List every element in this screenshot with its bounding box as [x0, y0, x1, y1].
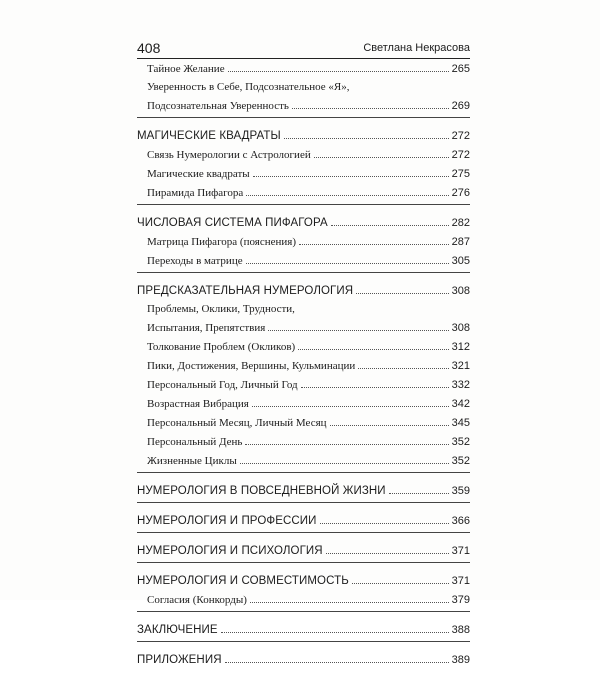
toc-subentry — [137, 142, 470, 161]
toc-page-number: 287 — [451, 236, 470, 248]
toc-subentry — [137, 410, 470, 429]
toc-entry-title: Персональный День — [147, 436, 243, 448]
toc-section — [137, 123, 470, 205]
toc-subentry — [137, 75, 470, 93]
dot-leader — [250, 602, 449, 603]
dot-leader — [225, 662, 449, 663]
toc-chapter-entry — [137, 647, 470, 666]
toc-entry-title: МАГИЧЕСКИЕ КВАДРАТЫ — [137, 130, 281, 142]
toc-entry-title: Подсознательная Уверенность — [147, 100, 289, 112]
dot-leader — [326, 553, 449, 554]
toc-page-number: 312 — [451, 341, 470, 353]
toc-page-number: 265 — [451, 63, 470, 75]
toc-entry-title: Персональный Год, Личный Год — [147, 379, 298, 391]
toc-page-number: 352 — [451, 455, 470, 467]
toc-entry-title: Толкование Проблем (Окликов) — [147, 341, 296, 353]
toc-chapter-entry — [137, 508, 470, 527]
toc-page-number: 308 — [451, 322, 470, 334]
toc-page-number: 352 — [451, 436, 470, 448]
toc-section — [137, 478, 470, 503]
toc-entry-title: Переходы в матрице — [147, 255, 243, 267]
toc-page-number: 388 — [451, 624, 470, 636]
dot-leader — [352, 583, 449, 584]
toc-page-number: 366 — [451, 515, 470, 527]
dot-leader — [298, 349, 448, 350]
toc-page-number: 332 — [451, 379, 470, 391]
dot-leader — [330, 425, 449, 426]
toc-page-number: 272 — [451, 149, 470, 161]
toc-section — [137, 278, 470, 473]
toc-page-number: 371 — [451, 575, 470, 587]
dot-leader — [356, 293, 449, 294]
toc-page-number: 305 — [451, 255, 470, 267]
toc-chapter-entry — [137, 478, 470, 497]
toc-entry-title: НУМЕРОЛОГИЯ В ПОВСЕДНЕВНОЙ ЖИЗНИ — [137, 485, 386, 497]
toc-page-number: 272 — [451, 130, 470, 142]
dot-leader — [299, 244, 449, 245]
toc-page-number: 321 — [451, 360, 470, 372]
dot-leader — [284, 138, 449, 139]
toc-subentry — [137, 353, 470, 372]
dot-leader — [228, 71, 449, 72]
toc-chapter-entry — [137, 210, 470, 229]
toc-subentry — [137, 297, 470, 315]
toc-section — [137, 568, 470, 612]
toc-section — [137, 56, 470, 118]
toc-entry-title: Магические квадраты — [147, 168, 250, 180]
toc-subentry — [137, 315, 470, 334]
dot-leader — [292, 108, 449, 109]
toc-entry-title: Матрица Пифагора (пояснения) — [147, 236, 296, 248]
toc-entry-title: Возрастная Вибрация — [147, 398, 249, 410]
toc-subentry — [137, 334, 470, 353]
toc-entry-title: НУМЕРОЛОГИЯ И СОВМЕСТИМОСТЬ — [137, 575, 349, 587]
toc-entry-title: Тайное Желание — [147, 63, 225, 75]
toc-entry-title: НУМЕРОЛОГИЯ И ПРОФЕССИИ — [137, 515, 317, 527]
toc-subentry — [137, 56, 470, 75]
toc-page-number: 389 — [451, 654, 470, 666]
toc-entry-title: Связь Нумерологии с Астрологией — [147, 149, 311, 161]
running-head: Светлана Некрасова — [363, 42, 470, 54]
toc-page-number: 308 — [451, 285, 470, 297]
toc-chapter-entry — [137, 568, 470, 587]
dot-leader — [253, 176, 449, 177]
toc-page-number: 275 — [451, 168, 470, 180]
toc-page-number: 282 — [451, 217, 470, 229]
table-of-contents — [137, 56, 470, 676]
toc-subentry — [137, 229, 470, 248]
toc-subentry — [137, 372, 470, 391]
toc-section — [137, 647, 470, 671]
toc-entry-title: Уверенность в Себе, Подсознательное «Я», — [147, 81, 350, 93]
toc-entry-title: Пирамида Пифагора — [147, 187, 244, 199]
toc-entry-title: Согласия (Конкорды) — [147, 594, 247, 606]
toc-chapter-entry — [137, 278, 470, 297]
toc-page-number: 371 — [451, 545, 470, 557]
toc-subentry — [137, 161, 470, 180]
dot-leader — [246, 195, 448, 196]
toc-entry-title: ПРЕДСКАЗАТЕЛЬНАЯ НУМЕРОЛОГИЯ — [137, 285, 354, 297]
dot-leader — [246, 263, 449, 264]
toc-chapter-entry — [137, 123, 470, 142]
toc-subentry — [137, 587, 470, 606]
page-number: 408 — [137, 40, 161, 56]
dot-leader — [245, 444, 448, 445]
toc-page-number: 359 — [451, 485, 470, 497]
toc-subentry — [137, 248, 470, 267]
toc-chapter-entry — [137, 617, 470, 636]
dot-leader — [320, 523, 449, 524]
toc-entry-title: ЧИСЛОВАЯ СИСТЕМА ПИФАГОРА — [137, 217, 328, 229]
toc-section — [137, 210, 470, 273]
toc-entry-title: ЗАКЛЮЧЕНИЕ — [137, 624, 218, 636]
dot-leader — [221, 632, 449, 633]
dot-leader — [301, 387, 449, 388]
toc-page-number: 379 — [451, 594, 470, 606]
dot-leader — [268, 330, 448, 331]
toc-subentry — [137, 180, 470, 199]
toc-subentry — [137, 93, 470, 112]
toc-entry-title: Жизненные Циклы — [147, 455, 237, 467]
toc-entry-title: Испытания, Препятствия — [147, 322, 266, 334]
dot-leader — [314, 157, 449, 158]
dot-leader — [331, 225, 449, 226]
toc-entry-title: Пики, Достижения, Вершины, Кульминации — [147, 360, 356, 372]
toc-entry-title: Проблемы, Оклики, Трудности, — [147, 303, 295, 315]
toc-subentry — [137, 429, 470, 448]
toc-subentry — [137, 391, 470, 410]
toc-page-number: 276 — [451, 187, 470, 199]
toc-page-number: 342 — [451, 398, 470, 410]
dot-leader — [389, 493, 449, 494]
toc-entry-title: НУМЕРОЛОГИЯ И ПСИХОЛОГИЯ — [137, 545, 323, 557]
toc-section — [137, 617, 470, 642]
dot-leader — [358, 368, 448, 369]
toc-entry-title: Персональный Месяц, Личный Месяц — [147, 417, 327, 429]
toc-section — [137, 508, 470, 533]
dot-leader — [252, 406, 449, 407]
toc-page-number: 345 — [451, 417, 470, 429]
dot-leader — [240, 463, 449, 464]
toc-chapter-entry — [137, 538, 470, 557]
toc-page-number: 269 — [451, 100, 470, 112]
toc-entry-title: ПРИЛОЖЕНИЯ — [137, 654, 222, 666]
toc-subentry — [137, 448, 470, 467]
toc-section — [137, 538, 470, 563]
